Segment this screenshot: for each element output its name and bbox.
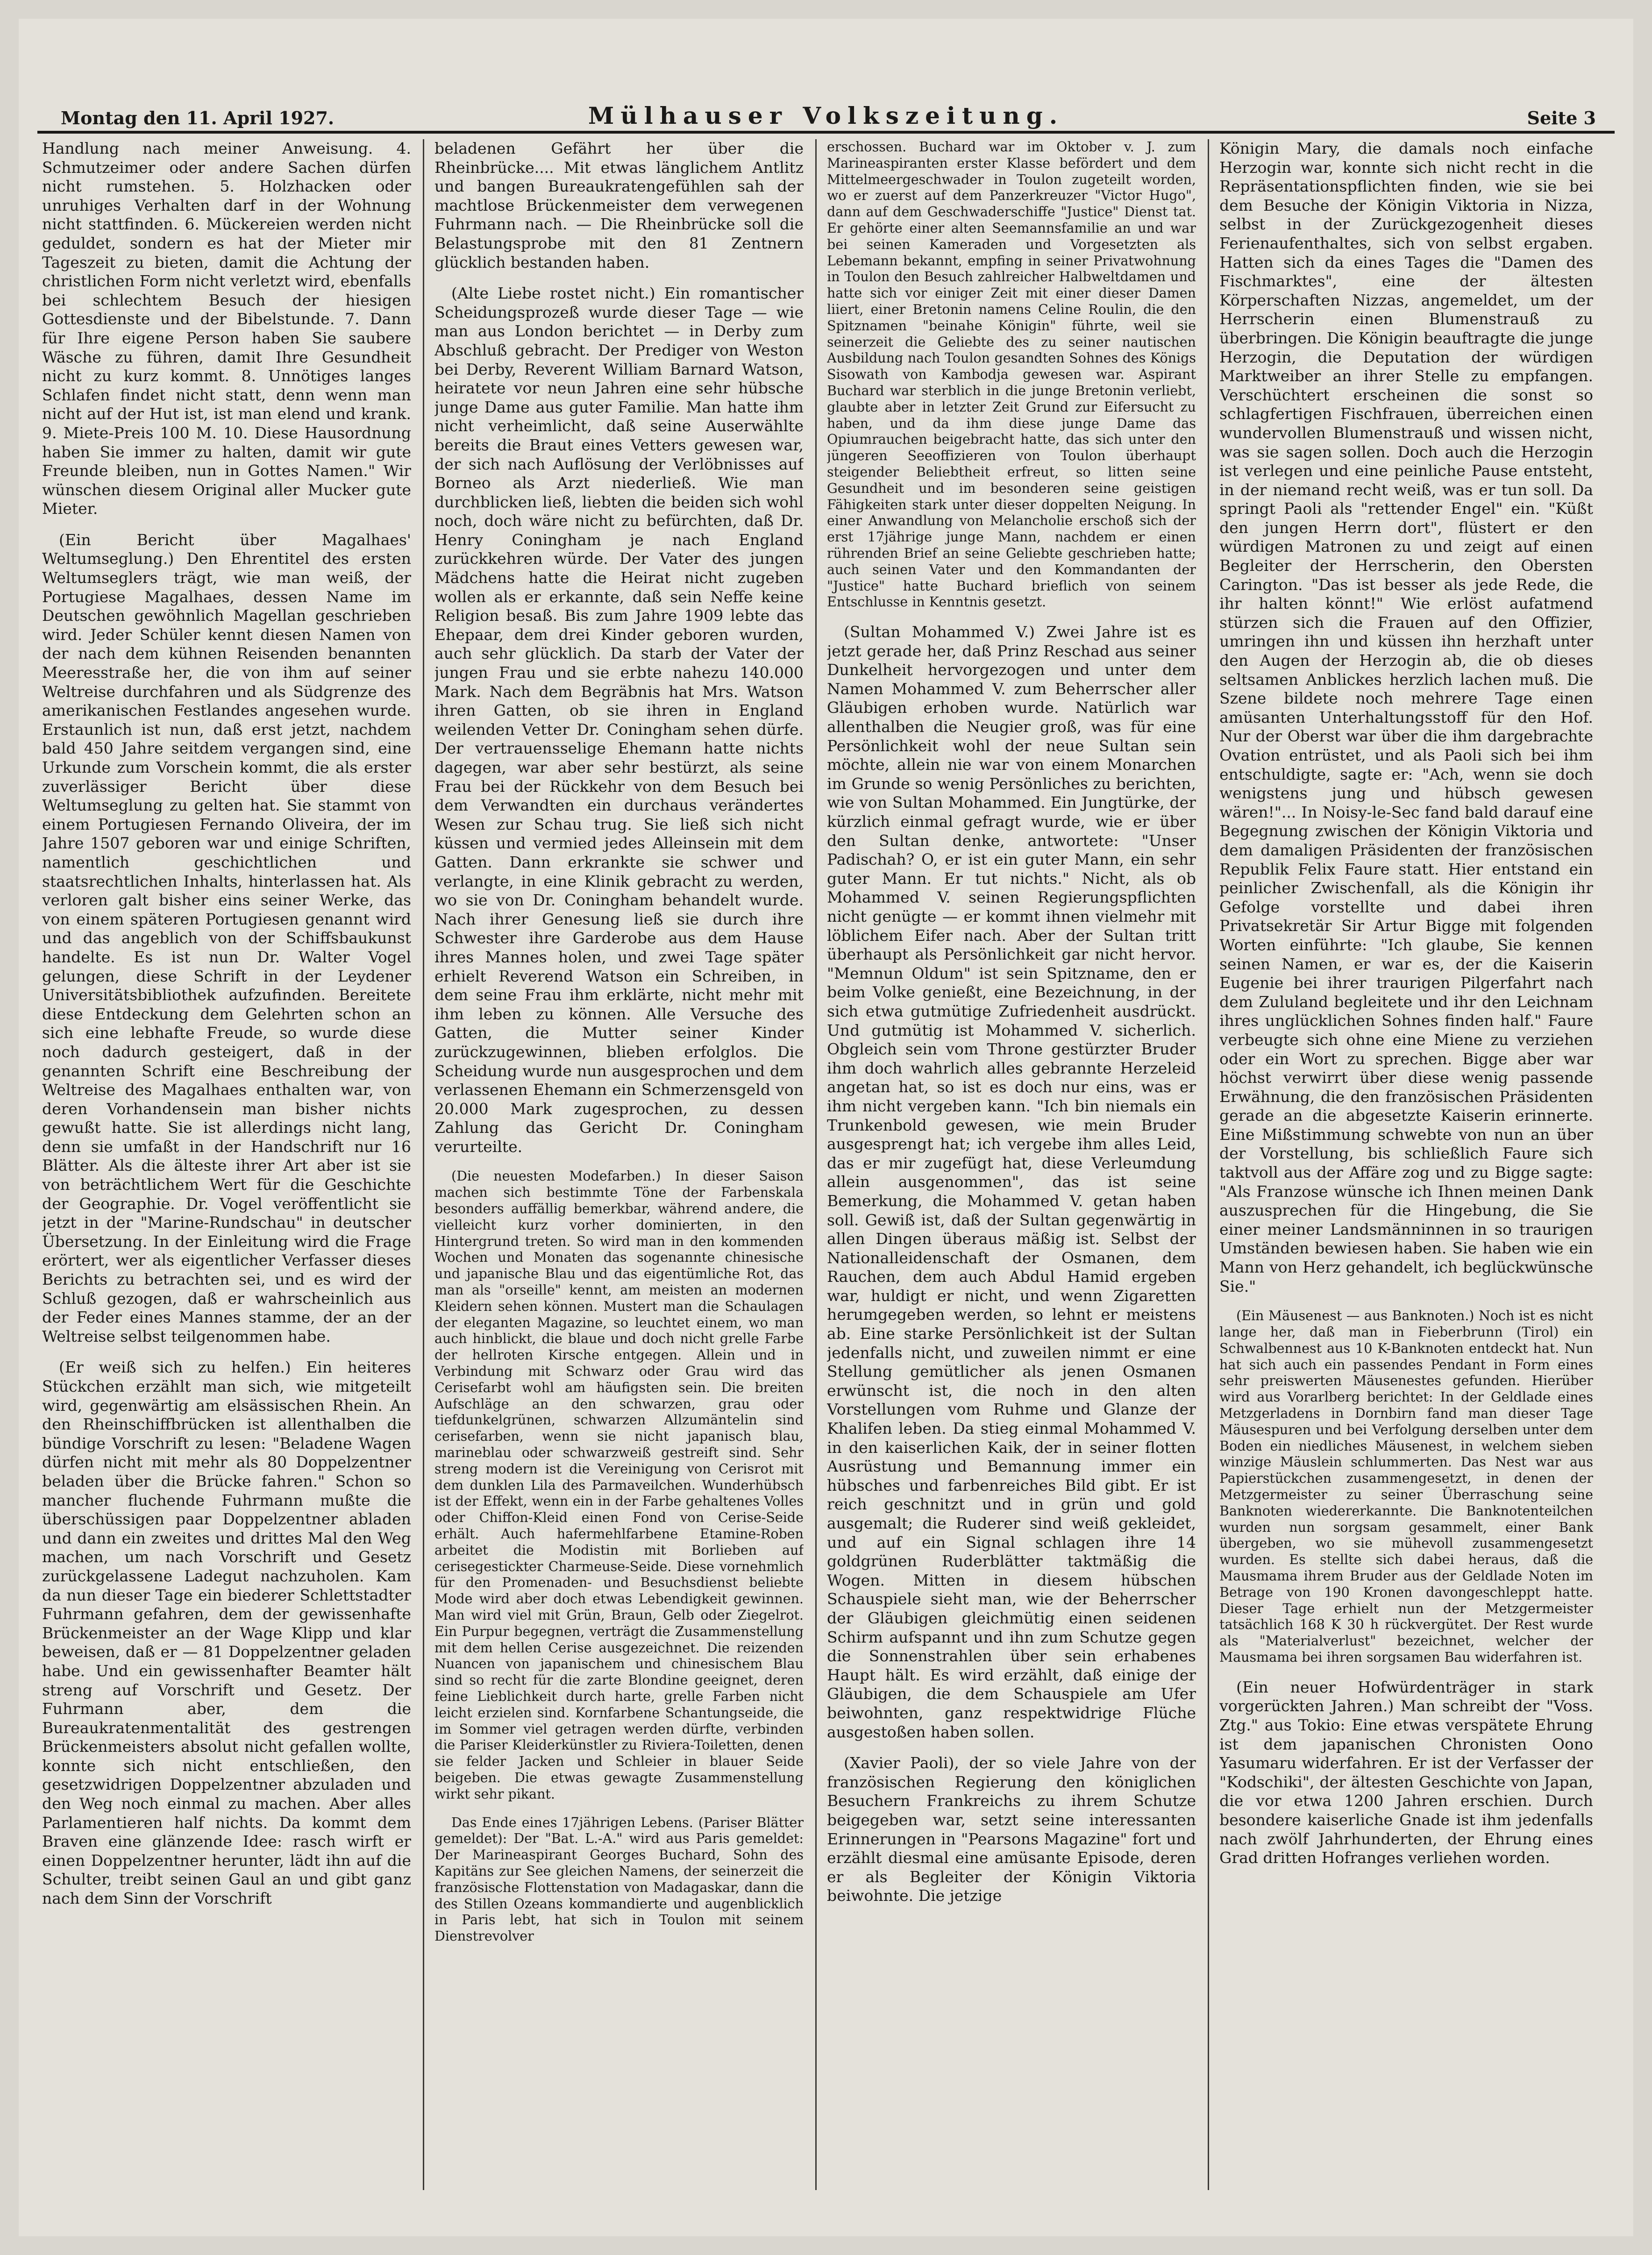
column-3	[827, 139, 1196, 2185]
column-rule	[1208, 139, 1209, 2190]
article-paragraph: (Alte Liebe rostet nicht.) Ein romantischer Scheidungsprozeß wurde dieser Tage — wie man aus London berichtet — in Derby zum Abschluß gebracht. Der Prediger von Weston bei Derby, Reverent William Barnard Watson, heiratete vor neun Jahren eine sehr hübsche junge Dame aus guter Familie. Man hatte ihm nicht verheimlicht, daß seine Auserwählte bereits die Braut eines Vetters gewesen war, der sich nach Auflösung der Verlöbnisses auf Borneo als Arzt niederließ. Wie man durchblicken ließ, liebten die beiden sich wohl noch, doch wäre nicht zu befürchten, daß Dr. Henry Coningham je nach England zurückkehren würde. Der Vater des jungen Mädchens hatte die Heirat nicht zugeben wollen als er erkannte, daß sein Neffe keine Religion besaß. Bis zum Jahre 1909 lebte das Ehepaar, dem drei Kinder geboren wurden, auch sehr glücklich. Da starb der Vater der jungen Frau und sie erbte nahezu 140.000 Mark. Nach dem Begräbnis hat Mrs. Watson ihren Gatten, ob sie ihren in England weilenden Vetter Dr. Coningham sehen dürfe. Der vertrauensselige Ehemann hatte nichts dagegen, war aber sehr bestürzt, als seine Frau bei der Rückkehr von dem Besuch bei dem Verwandten ein durchaus verändertes Wesen zur Schau trug. Sie ließ sich nicht küssen und vermied jedes Alleinsein mit dem Gatten. Dann erkrankte sie schwer und verlangte, in eine Klinik gebracht zu werden, wo sie von Dr. Coningham behandelt wurde. Nach ihrer Genesung ließ sie durch ihre Schwester ihre Garderobe aus dem Hause ihres Mannes holen, und zwei Tage später erhielt Reverend Watson ein Schreiben, in dem seine Frau ihm erklärte, nicht mehr mit ihm leben zu können. Alle Versuche des Gatten, die Mutter seiner Kinder zurückzugewinnen, blieben erfolglos. Die Scheidung wurde nun ausgesprochen und dem verlassenen Ehemann ein Schmerzensgeld von 20.000 Mark zugesprochen, zu dessen Zahlung das Gericht Dr. Coningham verurteilte.	[434, 284, 804, 1156]
issue-date: Montag den 11. April 1927.	[61, 107, 335, 128]
column-4	[1219, 139, 1593, 2185]
column-2	[434, 139, 804, 2185]
article-paragraph: Handlung nach meiner Anweisung. 4. Schmutzeimer oder andere Sachen dürfen nicht rumstehen. 5. Holzhacken oder unruhiges Verhalten darf in der Wohnung nicht stattfinden. 6. Mückereien werden nicht geduldet, sondern es hat der Mieter mir Tageszeit zu bieten, damit die Achtung der christlichen Form nicht verletzt wird, ebenfalls bei schlechtem Besuch der hiesigen Gottesdienste und der Bibelstunde. 7. Dann für Ihre eigene Person haben Sie saubere Wäsche zu führen, damit Ihre Gesundheit nicht zu kurz kommt. 8. Unnötiges langes Schlafen findet nicht statt, denn wenn man nicht auf der Hut ist, ist man elend und krank. 9. Miete-Preis 100 M. 10. Diese Hausordnung haben Sie immer zu halten, damit wir gute Freunde bleiben, nun in Gottes Namen." Wir wünschen diesem Original aller Mucker gute Mieter.	[42, 139, 411, 518]
page-header	[37, 89, 1615, 134]
article-paragraph: (Ein Bericht über Magalhaes' Weltumseglung.) Den Ehrentitel des ersten Weltumseglers trägt, wie man weiß, der Portugiese Magalhaes, dessen Name im Deutschen gewöhnlich Magellan geschrieben wird. Jeder Schüler kennt diesen Namen von der nach dem kühnen Reisenden benannten Meeresstraße her, die von ihm auf seiner Weltreise durchfahren und als Südgrenze des amerikanischen Festlandes angesehen wurde. Erstaunlich ist nun, daß erst jetzt, nachdem bald 450 Jahre seitdem vergangen sind, eine Urkunde zum Vorschein kommt, die als erster zuverlässiger Bericht über diese Weltumseglung zu gelten hat. Sie stammt von einem Portugiesen Fernando Oliveira, der im Jahre 1507 geboren war und einige Schriften, namentlich geschichtlichen und staatsrechtlichen Inhalts, hinterlassen hat. Als verloren galt bisher eins seiner Werke, das von einem späteren Portugiesen genannt wird und das angeblich von der Schiffsbaukunst handelte. Es ist nun Dr. Walter Vogel gelungen, diese Schrift in der Leydener Universitätsbibliothek aufzufinden. Bereitete diese Entdeckung dem Gelehrten schon an sich eine lebhafte Freude, so wurde diese noch dadurch gesteigert, daß in der genannten Schrift eine Beschreibung der Weltreise des Magalhaes enthalten war, von deren Vorhandensein man bisher nichts gewußt hatte. Sie ist allerdings nicht lang, denn sie umfaßt in der Handschrift nur 16 Blätter. Als die älteste ihrer Art aber ist sie von beträchtlichem Wert für die Geschichte der Geographie. Dr. Vogel veröffentlicht sie jetzt in der "Marine-Rundschau" in deutscher Übersetzung. In der Einleitung wird die Frage erörtert, wer als eigentlicher Verfasser dieses Berichts zu betrachten sei, und es wird der Schluß gezogen, daß er wahrscheinlich aus der Feder eines Mannes stamme, der an der Weltreise selbst teilgenommen habe.	[42, 530, 411, 1345]
article-paragraph: Königin Mary, die damals noch einfache Herzogin war, konnte sich nicht recht in die Repräsentationspflichten finden, wie sie bei dem Besuche der Königin Viktoria in Nizza, selbst in der Zurückgezogenheit dieses Ferienaufenthaltes, sich von selbst ergaben. Hatten sich da eines Tages die "Damen des Fischmarktes", eine der ältesten Körperschaften Nizzas, angemeldet, um der Herrscherin einen Blumenstrauß zu überbringen. Die Königin beauftragte die junge Herzogin, die Deputation der würdigen Marktweiber an ihrer Stelle zu empfangen. Verschüchtert erscheinen die sonst so schlagfertigen Fischfrauen, überreichen einen wundervollen Blumenstrauß und wissen nicht, was sie sagen sollen. Doch auch die Herzogin ist verlegen und eine peinliche Pause entsteht, in der niemand recht weiß, was er tun soll. Da springt Paoli als "rettender Engel" ein. "Küßt den jungen Herrn dort", flüstert er den würdigen Matronen zu und zeigt auf einen Begleiter der Herrscherin, den Obersten Carington. "Das ist besser als jede Rede, die ihr halten könnt!" Wie erlöst aufatmend stürzen sich die Frauen auf den Offizier, umringen ihn und küssen ihn herzhaft unter den Augen der Herzogin ab, die ob dieses seltsamen Anblickes herzlich lachen muß. Die Szene bildete noch mehrere Tage einen amüsanten Unterhaltungsstoff für den Hof. Nur der Oberst war über die ihm dargebrachte Ovation entrüstet, und als Paoli sich bei ihm entschuldigte, sagte er: "Ach, wenn sie doch wenigstens jung und hübsch gewesen wären!"... In Noisy-le-Sec fand bald darauf eine Begegnung zwischen der Königin Viktoria und dem damaligen Präsidenten der französischen Republik Felix Faure statt. Hier entstand ein peinlicher Zwischenfall, als die Königin ihr Gefolge vorstellte und dabei ihren Privatsekretär Sir Artur Bigge mit folgenden Worten einführte: "Ich glaube, Sie kennen seinen Namen, er war es, der die Kaiserin Eugenie bei ihrer traurigen Pilgerfahrt nach dem Zululand begleitete und ihr den Leichnam ihres unglücklichen Sohnes finden half." Faure verbeugte sich ohne eine Miene zu verziehen oder ein Wort zu sprechen. Bigge aber war höchst verwirrt über diese wenig passende Erwähnung, die den französischen Präsidenten gerade an die abgesetzte Kaiserin erinnerte. Eine Mißstimmung schwebte von nun an über der Vorstellung, bis schließlich Faure sich taktvoll aus der Affäre zog und zu Bigge sagte: "Als Franzose wünsche ich Ihnen meinen Dank auszusprechen für die Hingebung, die Sie einer meiner Landsmänninnen in so traurigen Umständen bewiesen haben. Sie haben wie ein Mann von Herz gehandelt, ich beglückwünsche Sie."	[1219, 139, 1593, 1295]
article-paragraph: (Sultan Mohammed V.) Zwei Jahre ist es jetzt gerade her, daß Prinz Reschad aus seiner Dunkelheit hervorgezogen und unter dem Namen Mohammed V. zum Beherrscher aller Gläubigen erhoben wurde. Natürlich war allenthalben die Neugier groß, was für eine Persönlichkeit wohl der neue Sultan sein möchte, allein nie war von einem Monarchen im Grunde so wenig Persönliches zu berichten, wie von Sultan Mohammed. Ein Jungtürke, der kürzlich einmal gefragt wurde, wie er über den Sultan denke, antwortete: "Unser Padischah? O, er ist ein guter Mann, ein sehr guter Mann. Er tut nichts." Nicht, als ob Mohammed V. seinen Regierungspflichten nicht genügte — er kommt ihnen vielmehr mit löblichem Eifer nach. Aber der Sultan tritt überhaupt als Persönlichkeit gar nicht hervor. "Memnun Oldum" ist sein Spitzname, den er beim Volke genießt, eine Bezeichnung, in der sich etwa gutmütige Zufriedenheit ausdrückt. Und gutmütig ist Mohammed V. sicherlich. Obgleich sein vom Throne gestürzter Bruder ihm doch wahrlich alles gebrannte Herzeleid angetan hat, so ist es doch nur eins, was er ihm nicht vergeben kann. "Ich bin niemals ein Trunkenbold gewesen, wie mein Bruder ausgesprengt hat; ich vergebe ihm alles Leid, das er mir zugefügt hat, diese Verleumdung allein ausgenommen", das ist seine Bemerkung, die Mohammed V. getan haben soll. Gewiß ist, daß der Sultan gegenwärtig in allen Dingen überaus mäßig ist. Selbst der Nationalleidenschaft der Osmanen, dem Rauchen, dem auch Abdul Hamid ergeben war, huldigt er nicht, und wenn Zigaretten herumgegeben werden, so lehnt er meistens ab. Eine starke Persönlichkeit ist der Sultan jedenfalls nicht, und zuweilen nimmt er eine Stellung gemütlicher als jenen Osmanen erwünscht ist, die noch in den alten Vorstellungen vom Ruhme und Glanze der Khalifen leben. Da stieg einmal Mohammed V. in den kaiserlichen Kaik, der in seiner flotten Ausrüstung und Bemannung immer ein hübsches und farbenreiches Bild gibt. Er ist reich geschnitzt und in grün und gold ausgemalt; die Ruderer sind weiß gekleidet, und auf ein Signal schlagen ihre 14 goldgrünen Ruderblätter taktmäßig die Wogen. Mitten in diesem hübschen Schauspiele sieht man, wie der Beherrscher der Gläubigen gleichmütig einen seidenen Schirm aufspannt und ihn zum Schutze gegen die Sonnenstrahlen über sein erhabenes Haupt hält. Es wird erzählt, daß einige der Gläubigen, die dem Schauspiele am Ufer beiwohnten, ganz respektwidrige Flüche ausgestoßen haben sollen.	[827, 623, 1196, 1741]
column-1	[42, 139, 411, 2185]
column-rule	[815, 139, 817, 2190]
column-rule	[423, 139, 424, 2190]
article-paragraph: erschossen. Buchard war im Oktober v. J. zum Marineaspiranten erster Klasse befördert und dem Mittelmeergeschwader in Toulon zugeteilt worden, wo er zuerst auf dem Panzerkreuzer "Victor Hugo", dann auf dem Geschwaderschiffe "Justice" Dienst tat. Er gehörte einer alten Seemannsfamilie an und war bei seinen Kameraden und Vorgesetzten als Lebemann bekannt, empfing in seiner Privatwohnung in Toulon den Besuch zahlreicher Halbweltdamen und hatte sich vor einiger Zeit mit einer dieser Damen liiert, einer Bretonin namens Celine Roulin, die den Spitznamen "beinahe Königin" führte, weil sie seinerzeit die Geliebte des zu seiner nautischen Ausbildung nach Toulon gesandten Sohnes des Königs Sisowath von Kambodja gewesen war. Aspirant Buchard war sterblich in die junge Bretonin verliebt, glaubte aber in letzter Zeit Grund zur Eifersucht zu haben, und da ihm diese junge Dame das Opiumrauchen beigebracht hatte, das sich unter den jüngeren Seeoffizieren von Toulon überhaupt steigender Beliebtheit erfreut, so litten seine Gesundheit und im besonderen seine geistigen Fähigkeiten stark unter dieser doppelten Neigung. In einer Anwandlung von Melancholie erschoß sich der erst 17jährige junge Mann, nachdem er einen rührenden Brief an seine Geliebte geschrieben hatte; auch seinen Vater und den Kommandanten der "Justice" hatte Buchard brieflich von seinem Entschlusse in Kenntnis gesetzt.	[827, 139, 1196, 610]
article-paragraph: (Ein neuer Hofwürdenträger in stark vorgerückten Jahren.) Man schreibt der "Voss. Ztg." aus Tokio: Eine etwas verspätete Ehrung ist dem japanischen Chronisten Oono Yasumaru widerfahren. Er ist der Verfasser der "Kodschiki", der ältesten Geschichte von Japan, die vor etwa 1200 Jahren erschien. Durch besondere kaiserliche Gnade ist ihm jedenfalls nach zwölf Jahrhunderten, der Ehrung eines Grad dritten Hofranges verliehen worden.	[1219, 1678, 1593, 1867]
article-paragraph: beladenen Gefährt her über die Rheinbrücke.... Mit etwas länglichem Antlitz und bangen Bureaukratengefühlen sah der machtlose Brückenmeister dem verwegenen Fuhrmann nach. — Die Rheinbrücke soll die Belastungsprobe mit den 81 Zentnern glücklich bestanden haben.	[434, 139, 804, 271]
newspaper-title: Mülhauser Volkszeitung.	[588, 102, 1064, 129]
article-paragraph: (Ein Mäusenest — aus Banknoten.) Noch ist es nicht lange her, daß man in Fieberbrunn (Tirol) ein Schwalbennest aus 10 K-Banknoten entdeckt hat. Nun hat sich auch ein passendes Pendant in Form eines sehr preiswerten Mäusenestes gefunden. Hierüber wird aus Vorarlberg berichtet: In der Geldlade eines Metzgerladens in Dornbirn fand man dieser Tage Mäusespuren und bei Verfolgung derselben unter dem Boden ein niedliches Mäusenest, in welchem sieben winzige Mäuslein schlummerten. Das Nest war aus Papierstückchen zusammengesetzt, in denen der Metzgermeister zu seiner Überraschung seine Banknoten wiedererkannte. Die Banknotenteilchen wurden nun sorgsam gesammelt, einer Bank übergeben, wo sie mühevoll zusammengesetzt wurden. Es stellte sich dabei heraus, daß die Mausmama ihrem Bruder aus der Geldlade Noten im Betrage von 190 Kronen davongeschleppt hatte. Dieser Tage erhielt nun der Metzgermeister tatsächlich 168 K 30 h rückvergütet. Der Rest wurde als "Materialverlust" bezeichnet, welcher der Mausmama bei ihren sorgsamen Bau widerfahren ist.	[1219, 1308, 1593, 1665]
article-paragraph: (Er weiß sich zu helfen.) Ein heiteres Stückchen erzählt man sich, wie mitgeteilt wird, gegenwärtig am elsässischen Rhein. An den Rheinschiffbrücken ist allenthalben die bündige Vorschrift zu lesen: "Beladene Wagen dürfen nicht mit mehr als 80 Doppelzentner beladen über die Brücke fahren." Schon so mancher fluchende Fuhrmann mußte die überschüssigen paar Doppelzentner abladen und dann ein zweites und drittes Mal den Weg machen, um nach Vorschrift und Gesetz zurückgelassene Ladegut nachzuholen. Kam da nun dieser Tage ein biederer Schlettstadter Fuhrmann gefahren, dem der gewissenhafte Brückenmeister an der Wage Klipp und klar beweisen, daß er — 81 Doppelzentner geladen habe. Und ein gewissenhafter Beamter hält streng auf Vorschrift und Gesetz. Der Fuhrmann aber, dem die Bureaukratenmentalität des gestrengen Brückenmeisters absolut nicht gefallen wollte, konnte sich nicht entschließen, den gesetzwidrigen Doppelzentner abzuladen und den Weg noch einmal zu machen. Aber alles Parlamentieren half nichts. Da kommt dem Braven eine glänzende Idee: rasch wirft er einen Doppelzentner herunter, lädt ihn auf die Schulter, treibt seinen Gaul an und gibt ganz nach dem Sinn der Vorschrift	[42, 1358, 411, 1908]
article-paragraph: (Xavier Paoli), der so viele Jahre von der französischen Regierung den königlichen Besuchern Frankreichs zu ihrem Schutze beigegeben war, setzt seine interessanten Erinnerungen in "Pearsons Magazine" fort und erzählt diesmal eine amüsante Episode, deren er als Begleiter der Königin Viktoria beiwohnte. Die jetzige	[827, 1754, 1196, 1905]
article-paragraph: (Die neuesten Modefarben.) In dieser Saison machen sich bestimmte Töne der Farbenskala besonders auffällig bemerkbar, während andere, die vielleicht kurz vorher dominierten, in den Hintergrund treten. So wird man in den kommenden Wochen und Monaten das sogenannte chinesische und japanische Blau und das eigentümliche Rot, das man als "orseille" kennt, am meisten an modernen Kleidern sehen können. Mustert man die Schaulagen der eleganten Magazine, so leuchtet einem, wo man auch hinblickt, die blaue und doch nicht grelle Farbe der hellroten Kirsche entgegen. Allein und in Verbindung mit Schwarz oder Grau wird das Cerisefarbt wohl am häufigsten sein. Die breiten Aufschläge an den schwarzen, grau oder tiefdunkelgrünen, schwarzen Allzumäntelin sind cerisefarben, wenn sie nicht japanisch blau, marineblau oder schwarzweiß gestreift sind. Sehr streng modern ist die Vereinigung von Cerisrot mit dem dunklen Lila des Parmaveilchen. Wunderhübsch ist der Effekt, wenn ein in der Farbe gehaltenes Volles oder Chiffon-Kleid einen Fond von Cerise-Seide erhält. Auch hafermehlfarbene Etamine-Roben arbeitet die Modistin mit Borlieben auf cerisegestickter Charmeuse-Seide. Diese vornehmlich für den Promenaden- und Besuchsdienst beliebte Mode wird aber doch etwas Lebendigkeit gewinnen. Man wird viel mit Grün, Braun, Gelb oder Ziegelrot. Ein Purpur begegnen, verträgt die Zusammenstellung mit dem hellen Cerise ausgezeichnet. Die reizenden Nuancen von japanischem und chinesischem Blau sind so recht für die zarte Blondine geeignet, deren feine Lieblichkeit durch harte, grelle Farben nicht leicht erzielen sind. Kornfarbene Schantungseide, die im Sommer viel getragen werden dürfte, verbinden die Pariser Kleiderkünstler zu Riviera-Toiletten, denen sie felder Jacken und Schleier in blauer Seide beigeben. Die etwas gewagte Zusammenstellung wirkt sehr pikant.	[434, 1168, 804, 1802]
page-number: Seite 3	[1527, 107, 1596, 128]
article-paragraph: Das Ende eines 17jährigen Lebens. (Pariser Blätter gemeldet): Der "Bat. L.-A." wird aus Paris gemeldet: Der Marineaspirant Georges Buchard, Sohn des Kapitäns zur See gleichen Namens, der seinerzeit die französische Flottenstation von Madagaskar, dann die des Stillen Ozeans kommandierte und augenblicklich in Paris lebt, hat sich in Toulon mit seinem Dienstrevolver	[434, 1814, 804, 1944]
newspaper-page	[19, 19, 1633, 2236]
